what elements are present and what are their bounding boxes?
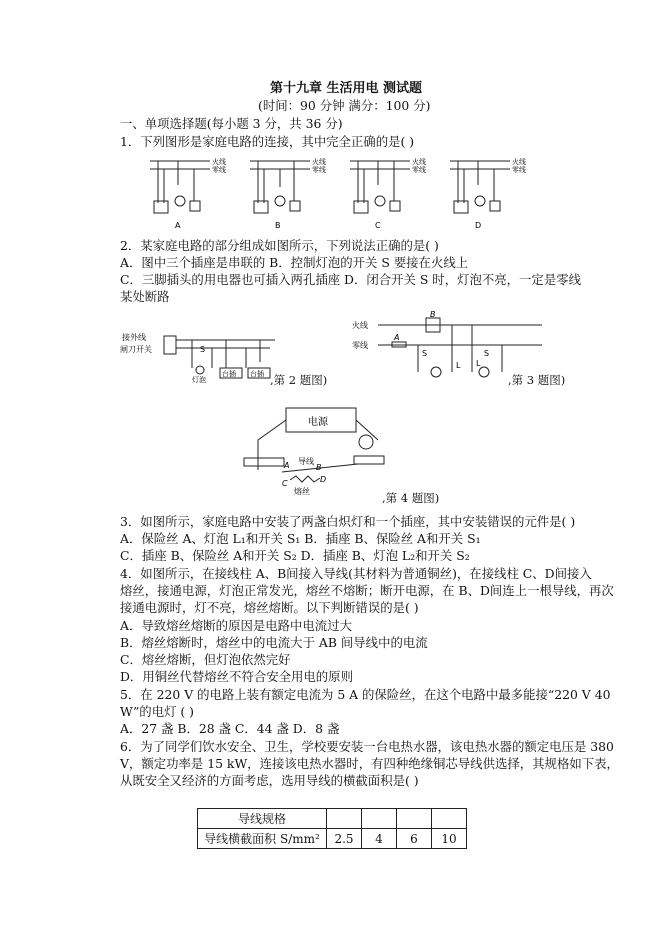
question-4-option-b: B．熔丝熔断时，熔丝中的电流大于 AB 间导线中的电流 (120, 635, 428, 650)
question-2-figure (120, 322, 280, 382)
q3-fire-label: 火线 (352, 321, 368, 330)
question-3-options-cd: C．插座 B、保险丝 A和开关 S₂ D．插座 B、灯泡 L₂和开关 S₂ (120, 548, 470, 563)
q1-fire-label-c: 火线 (412, 158, 426, 166)
question-5-line-2: W”的电灯 ( ) (120, 704, 195, 719)
q3-switch-s2: S (484, 349, 490, 358)
q4-terminal-d: D (320, 475, 327, 484)
q2-bulb-label: 灯泡 (192, 376, 206, 384)
q1-option-c: C (375, 221, 381, 230)
question-4-option-c: C．熔丝熔断，但灯泡依然完好 (120, 652, 291, 667)
q1-fire-label-b: 火线 (312, 158, 326, 166)
q2-switch-label-1: 接外线 (122, 333, 146, 342)
q2-switch-label-2: 闸刀开关 (120, 345, 152, 354)
question-6-line-1: 6．为了同学们饮水安全、卫生，学校要安装一台电热水器，该电热水器的额定电压是 380 (120, 739, 614, 754)
q4-fuse-label: 熔丝 (294, 487, 310, 496)
q3-lamp-l2: L (476, 359, 481, 368)
question-4-line-3: 接通电源时，灯不亮，熔丝熔断。以下判断错误的是( ) (120, 600, 419, 615)
figure-4-caption: ,第 4 题图) (382, 491, 440, 505)
question-1-figures (140, 153, 540, 233)
table-empty-cell (397, 809, 432, 829)
q3-switch-s1: S (422, 349, 428, 358)
table-cell: 4 (362, 829, 397, 849)
table-cell: 10 (432, 829, 467, 849)
table-cell: 2.5 (327, 829, 362, 849)
question-6-line-2: V，额定功率是 15 kW，连接该电热水器时，有四种绝缘铜芯导线供选择，其规格如下表， (120, 756, 619, 771)
table-empty-cell (362, 809, 397, 829)
q1-zero-label-b: 零线 (312, 166, 326, 174)
question-2-options-d-cont: 某处断路 (120, 289, 170, 304)
q1-zero-label-d: 零线 (512, 166, 526, 174)
q3-socket-b: B (430, 310, 436, 319)
q1-zero-label-c: 零线 (412, 166, 426, 174)
question-4-option-d: D．用铜丝代替熔丝不符合安全用电的原则 (120, 669, 353, 684)
q1-zero-label: 零线 (212, 166, 226, 174)
q2-switch-s: S (200, 345, 206, 354)
question-3-options-ab: A．保险丝 A、灯泡 L₁和开关 S₁ B．插座 B、保险丝 A和开关 S₁ (120, 531, 481, 546)
question-5-options: A．27 盏 B．28 盏 C．44 盏 D．8 盏 (120, 721, 340, 736)
page-title: 第十九章 生活用电 测试题 (270, 81, 423, 96)
q3-lamp-l1: L (456, 361, 461, 370)
question-5-line-1: 5．在 220 V 的电路上装有额定电流为 5 A 的保险丝，在这个电路中最多能接“220 V 40 (120, 687, 611, 702)
q1-option-a: A (175, 221, 181, 230)
q1-option-d: D (475, 221, 482, 230)
question-4-line-1: 4．如图所示，在接线柱 A、B间接入导线(其材料为普通铜丝)，在接线柱 C、D间接入 (120, 566, 592, 581)
q4-terminal-c: C (282, 479, 288, 488)
q1-fire-label-d: 火线 (512, 158, 526, 166)
figure-3-caption: ,第 3 题图) (508, 373, 566, 387)
table-empty-cell (327, 809, 362, 829)
q3-fuse-a: A (394, 333, 400, 342)
q4-power-label: 电源 (308, 417, 328, 428)
q2-socket-label-1: 台插 (222, 370, 236, 378)
table-header-cell: 导线规格 (198, 809, 327, 829)
q1-figure-a (150, 157, 226, 230)
question-4-line-2: 熔丝，接通电源，灯泡正常发光，熔丝不熔断；断开电源，在 B、D间连上一根导线，再次 (120, 583, 614, 598)
table-empty-cell (432, 809, 467, 829)
q4-wire-label: 导线 (298, 457, 314, 466)
table-row-label: 导线横截面积 S/mm² (198, 829, 327, 849)
question-2-options-cd: C．三脚插头的用电器也可插入两孔插座 D．闭合开关 S 时，灯泡不亮，一定是零线 (120, 272, 581, 287)
q1-figure-b (250, 157, 326, 230)
question-6-line-3: 从既安全又经济的方面考虑，选用导线的横截面积是( ) (120, 773, 419, 788)
q1-option-b: B (275, 221, 281, 230)
figure-2-caption: ,第 2 题图) (270, 373, 328, 387)
q1-figure-d (450, 157, 526, 230)
q3-zero-label: 零线 (352, 341, 368, 350)
question-3-stem: 3．如图所示，家庭电路中安装了两盏白炽灯和一个插座，其中安装错误的元件是( ) (120, 514, 576, 529)
table-row (198, 829, 467, 849)
question-4-option-a: A．导致熔丝熔断的原因是电路中电流过大 (120, 618, 352, 633)
q1-figure-c (350, 157, 426, 230)
question-2-options-ab: A．图中三个插座是串联的 B．控制灯泡的开关 S 要接在火线上 (120, 255, 469, 270)
table-row (198, 809, 467, 829)
wire-spec-table (197, 808, 467, 849)
table-cell: 6 (397, 829, 432, 849)
q1-fire-label: 火线 (212, 158, 226, 166)
q2-socket-label-2: 台插 (250, 370, 264, 378)
question-4-figure (238, 400, 398, 495)
question-2-stem: 2．某家庭电路的部分组成如图所示，下列说法正确的是( ) (120, 238, 439, 253)
q4-terminal-a: A (284, 461, 290, 470)
section-heading: 一、单项选择题(每小题 3 分，共 36 分) (120, 116, 343, 131)
q4-terminal-b: B (316, 463, 322, 472)
page-subtitle: (时间：90 分钟 满分：100 分) (258, 98, 431, 113)
question-1-stem: 1．下列图形是家庭电路的连接，其中完全正确的是( ) (120, 134, 415, 149)
